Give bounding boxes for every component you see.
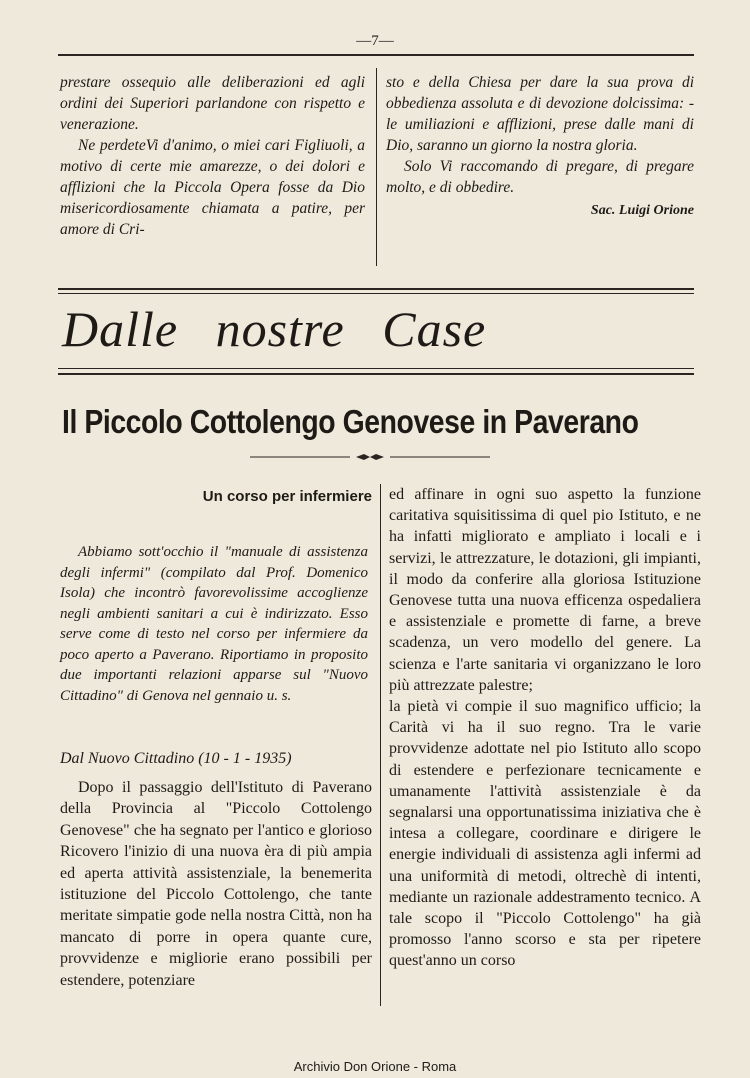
top-right-paragraph-1: sto e della Chiesa per dare la sua prova di obbedienza assoluta e di devozione dolcissima: - le umiliazioni e afflizioni, prese dalle mani di Dio, saranno un giorno la nostra gloria. (386, 74, 694, 154)
section-rule-top-thin (58, 293, 694, 294)
top-right-paragraph-2: Solo Vi raccomando di pregare, di pregare molto, e di obbedire. (386, 158, 694, 196)
article-body-left (60, 777, 372, 991)
section-rule-top (58, 288, 694, 290)
article-body-right (389, 484, 701, 972)
article-subhead: Un corso per infermiere (202, 488, 372, 505)
column-divider-bottom (380, 484, 381, 1006)
top-left-column (60, 72, 365, 240)
article-body-left-text: Dopo il passaggio dell'Istituto di Paverano della Provincia al "Piccolo Cottolengo Genovese" che ha segnato per l'antico e glorioso Ricovero l'inizio di una nuova èra di più ampia ed aperta attività assistenziale, la benemerita istituzione del Piccolo Cottolengo, che tante meritate simpatie gode nella nostra Città, non ha mancato di porre in opera quante cure, provvidenze e migliorie erano possibili per estendere, potenziare (60, 779, 372, 989)
top-left-paragraph-2: Ne perdeteVi d'animo, o miei cari Figliuoli, a motivo di certe mie amarezze, o dei dolori e afflizioni che la Piccola Opera fosse da Dio misericordiosamente chiamata a patire, per amore di Cri- (60, 137, 365, 238)
article-headline: Il Piccolo Cottolengo Genovese in Paverano (62, 403, 639, 440)
column-divider-top (376, 68, 377, 266)
article-body-right-text-1: ed affinare in ogni suo aspetto la funzione caritativa squisitissima di quel pio Istituto, e ne ha infatti migliorato e ampliato i locali e i servizi, le attrezzature, le dotazioni, gli impianti, il modo da conferire alla gloriosa Istituzione Genovese tutta una nuova efficenza ospedaliera e assistenziale e promette di farne, a breve scadenza, un vero modello del genere. La scienza e l'arte sanitaria vi organizzano le loro più attrezzate palestre; (389, 486, 701, 694)
article-intro (60, 542, 368, 706)
archive-footer: Archivio Don Orione - Roma (293, 1059, 457, 1074)
section-rule-bottom (58, 368, 694, 369)
section-rule-bottom-thick (58, 373, 694, 375)
article-body-right-text-2: la pietà vi compie il suo magnifico ufficio; la Carità vi ha il suo regno. Tra le varie provvidenze adottate nel pio Istituto allo scopo di estendere e perfezionare tecnicamente e umanamente l'attività assistenziale è da segnalarsi una opportunatissima iniziativa che è intesa a collegare, coordinare e dirigere le energie individuali di assistenza agli infermi ad una uniformità di metodi, oltrechè di intenti, mediante un razionale addestramento tecnico. A tale scopo il "Piccolo Cottolengo" ha già promosso l'anno scorso e sta per ripetere quest'anno un corso (389, 698, 701, 970)
signature: Sac. Luigi Orione (590, 203, 694, 218)
header-rule (58, 54, 694, 56)
page-number: —7— (356, 33, 394, 49)
section-title: Dalle nostre Case (62, 301, 487, 357)
top-right-column (386, 72, 694, 221)
top-left-paragraph-1: prestare ossequio alle deliberazioni ed agli ordini dei Superiori parlandone con rispetto e venerazione. (60, 74, 365, 133)
article-source: Dal Nuovo Cittadino (10 - 1 - 1935) (60, 750, 292, 767)
article-intro-text: Abbiamo sott'occhio il "manuale di assistenza degli infermi" (compilato dal Prof. Domenico Isola) che incontrò favorevolissime accoglienze negli ambienti sanitari a cui è indirizzato. Esso serve come di testo nel corso per infermiere da poco aperto a Paverano. Riportiamo in proposito due importanti relazioni apparse sul "Nuovo Cittadino" di Genova nel gennaio u. s. (60, 544, 368, 704)
ornament-divider-icon (250, 453, 490, 461)
